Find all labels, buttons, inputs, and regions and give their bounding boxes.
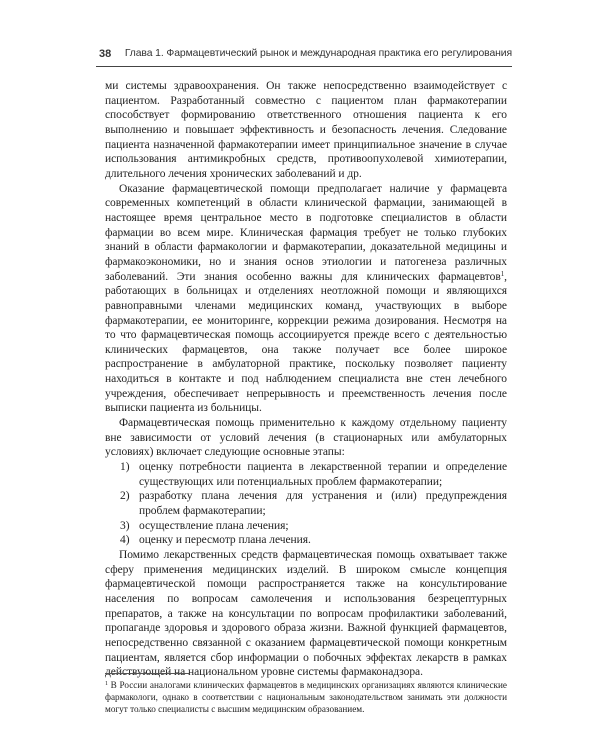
page-number: 38 [99,48,112,60]
list-item-text: оценку и пересмотр плана лечения. [139,534,311,547]
paragraph-2-part-a: Оказание фармацевтической помощи предполагает наличие у фармацевта современных компетенций в области клинической фармации, занимающей в настоящее время центральное место в подготовке специалистов в области фармации во всем мире. Клиническая фармация требует не только глубоких знаний в области фармакологии и фармакотерапии, доказательной медицины и фармакоэкономики, но и знания основ этиологии и патогенеза различных заболеваний. Эти знания особенно важны для клинических фармацевтов [105,182,507,283]
footnote-text: В России аналогами клинических фармацевтов в медицинских организациях являются клинические фармакологи, однако в соответствии с национальным законодательством занимать эти должности могут только специалисты с высшим медицинским образованием. [105,680,507,714]
list-item-text: оценку потребности пациента в лекарственной терапии и определение существующих или потенциальных проблем фармакотерапии; [139,461,507,488]
list-item-number: 1) [120,461,130,474]
list-item [105,519,507,534]
footnote-ref: 1 [500,269,505,278]
footnote-rule [105,673,189,674]
list-item [105,533,507,548]
list-item [105,489,507,518]
header-rule [96,66,512,67]
list-item-number: 4) [120,534,130,547]
list-item [105,460,507,489]
list-item-number: 3) [120,519,130,532]
running-header [96,46,512,64]
list-item-number: 2) [120,490,130,503]
paragraph-2 [105,182,507,417]
footnote-marker: 1 [105,681,108,687]
chapter-title: Глава 1. Фармацевтический рынок и международная практика его регулирования [124,48,512,59]
list-item-text: разработку плана лечения для устранения и (или) предупреждения проблем фармакотерапии; [139,490,507,518]
paragraph-2-part-b: , работающих в больницах и отделениях неотложной помощи и являющихся равноправными членами медицинских команд, участвующих в выборе фармакотерапии, ее мониторинге, коррекции режима дозирования. Несмотря на то что фармацевтическая помощь ассоциируется прежде всего с деятельностью клинических фармацевтов, она также получает все более широкое распространение в амбулаторной практике, поскольку позволяет пациенту находиться в контакте и под наблюдением специалиста вне стен лечебного учреждения, обеспечивает непрерывность и преемственность лечения после выписки пациента из больницы. [105,270,507,415]
footnote [105,679,507,715]
paragraph-4: Помимо лекарственных средств фармацевтическая помощь охватывает также сферу применения медицинских изделий. В широком смысле концепция фармацевтической помощи распространяется также на консультирование населения по вопросам самолечения и использования безрецептурных препаратов, а также на консультации по вопросам профилактики заболеваний, пропаганде здоровья и здорового образа жизни. Важной функцией фармацевтов, непосредственно связанной с оказанием фармацевтической помощи конкретным пациентам, является сбор информации о побочных эффектах лекарств в рамках действующей на национальном уровне системы фармаконадзора. [105,549,507,679]
paragraph-1: ми системы здравоохранения. Он также непосредственно взаимодействует с пациентом. Разработанный совместно с пациентом план фармакотерапии способствует формированию ответственного отношения пациента к его выполнению и повышает эффективность и безопасность лечения. Следование пациента назначенной фармакотерапии имеет принципиальное значение в случае использования антимикробных средств, противоопухолевой химиотерапии, длительного лечения хронических заболеваний и др. [105,80,507,180]
main-text [105,79,507,680]
stages-list [105,460,507,548]
list-item-text: осуществление плана лечения; [139,519,289,532]
paragraph-3: Фармацевтическая помощь применительно к каждому отдельному пациенту вне зависимости от условий лечения (в стационарных или амбулаторных условиях) включает следующие основные этапы: [105,417,507,459]
